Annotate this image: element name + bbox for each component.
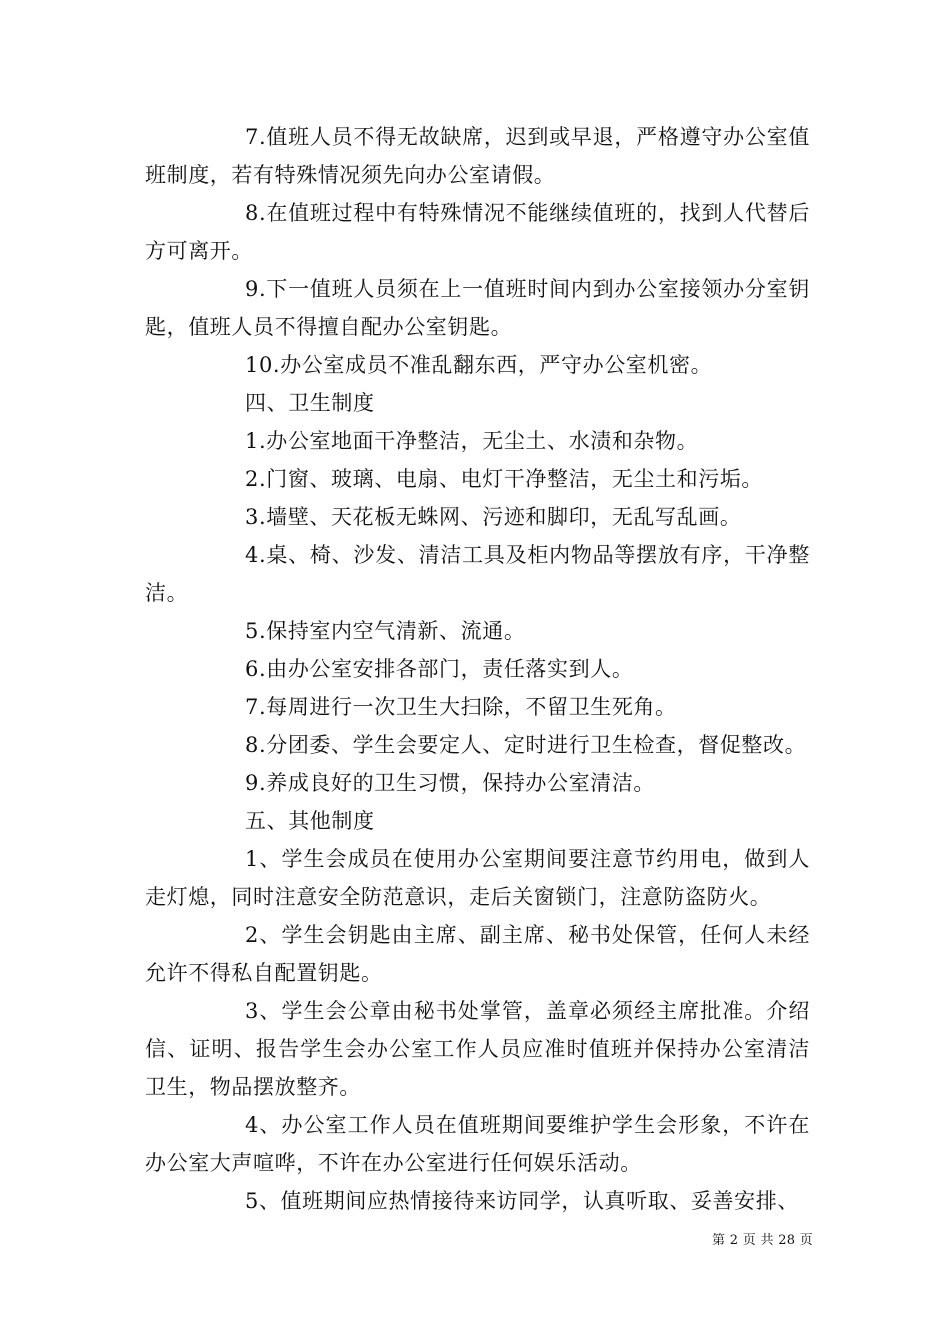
paragraph-other-1: 1、学生会成员在使用办公室期间要注意节约用电，做到人走灯熄，同时注意安全防范意识，走后关窗锁门，注意防盗防火。 [145, 847, 810, 909]
paragraph-hygiene-6: 6.由办公室安排各部门，责任落实到人。 [245, 657, 634, 681]
paragraph-other-3: 3、学生会公章由秘书处掌管，盖章必须经主席批准。介绍信、证明、报告学生会办公室工作人员应准时值班并保持办公室清洁卫生，物品摆放整齐。 [145, 999, 810, 1099]
paragraph-hygiene-8: 8.分团委、学生会要定人、定时进行卫生检查，督促整改。 [245, 733, 807, 757]
paragraph-hygiene-9: 9.养成良好的卫生习惯，保持办公室清洁。 [245, 771, 656, 795]
paragraph-hygiene-7: 7.每周进行一次卫生大扫除，不留卫生死角。 [245, 695, 677, 719]
paragraph-hygiene-5: 5.保持室内空气清新、流通。 [245, 619, 526, 643]
section-heading-hygiene: 四、卫生制度 [245, 391, 375, 415]
paragraph-other-4: 4、办公室工作人员在值班期间要维护学生会形象，不许在办公室大声喧哗，不许在办公室进行任何娱乐活动。 [145, 1113, 810, 1175]
paragraph-other-5: 5、值班期间应热情接待来访同学，认真听取、妥善安排、 [245, 1189, 799, 1213]
paragraph-hygiene-2: 2.门窗、玻璃、电扇、电灯干净整洁，无尘土和污垢。 [245, 467, 764, 491]
section-heading-other: 五、其他制度 [245, 809, 375, 833]
paragraph-duty-9: 9.下一值班人员须在上一值班时间内到办公室接领办分室钥匙，值班人员不得擅自配办公室钥匙。 [145, 277, 810, 339]
page-number-label: 第 2 页 共 28 页 [712, 1233, 814, 1248]
paragraph-hygiene-4: 4.桌、椅、沙发、清洁工具及柜内物品等摆放有序，干净整洁。 [145, 543, 810, 605]
paragraph-hygiene-1: 1.办公室地面干净整洁，无尘土、水渍和杂物。 [245, 429, 699, 453]
paragraph-duty-10: 10.办公室成员不准乱翻东西，严守办公室机密。 [245, 353, 713, 377]
paragraph-duty-8: 8.在值班过程中有特殊情况不能继续值班的，找到人代替后方可离开。 [145, 201, 810, 263]
paragraph-duty-7: 7.值班人员不得无故缺席，迟到或早退，严格遵守办公室值班制度，若有特殊情况须先向办公室请假。 [145, 125, 810, 187]
paragraph-hygiene-3: 3.墙壁、天花板无蛛网、污迹和脚印，无乱写乱画。 [245, 505, 742, 529]
document-body [145, 118, 810, 1220]
paragraph-other-2: 2、学生会钥匙由主席、副主席、秘书处保管，任何人未经允许不得私自配置钥匙。 [145, 923, 810, 985]
